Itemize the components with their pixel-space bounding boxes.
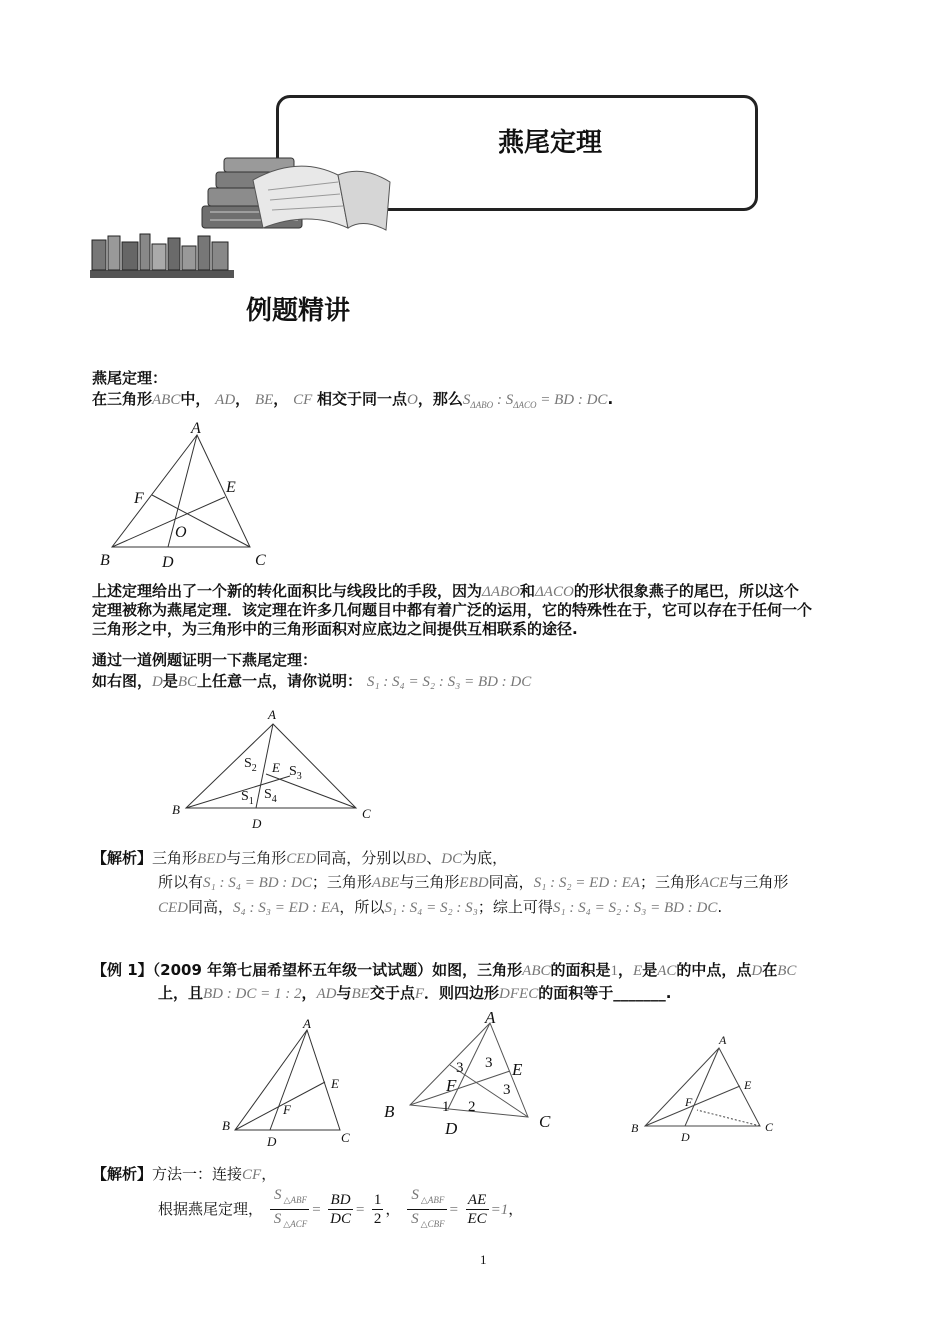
label-B: B [384,1102,395,1121]
label-D: D [162,554,174,571]
area-label: 3 [485,1055,493,1071]
analysis-1-line-1: 【解析】三角形BED与三角形CED同高，分别以BD、DC为底， [92,849,508,867]
label-A: A [303,1016,311,1031]
label-D: D [445,1119,458,1138]
explain-line-3: 三角形之中，为三角形中的三角形面积对应底边之间提供互相联系的途径. [92,620,578,638]
explain-line-2: 定理被称为燕尾定理．该定理在许多几何题目中都有着广泛的运用，它的特殊性在于，它可以存在于任何一个 [92,601,813,619]
area-label: 3 [503,1082,511,1098]
example-1-line-1: 【例 1】（2009 年第七届希望杯五年级一试试题）如图，三角形ABC的面积是1，E是AC的中点，点D在BC [92,961,797,979]
label-A: A [719,1033,727,1047]
fraction: $\frac{1}{2}$ [373,1192,382,1227]
label-E: E [226,479,236,496]
example-1-line-2: 上，且BD : DC = 1 : 2，AD与BE交于点F．则四边形DFEC的面积等于_______. [158,984,672,1002]
figure-swallowtail-basic [90,415,290,575]
label-E: E [331,1076,339,1091]
label-F: F [446,1076,457,1095]
label-D: D [267,1134,277,1149]
analysis-1-line-3: CED同高，S₄ : S₃ = ED : EA，所以S₁ : S₄ = S₂ : S₃；综上可得S₁ : S₄ = S₂ : S₃ = BD : DC. [158,898,723,916]
label-C: C [765,1120,774,1134]
label-S4: $S_4$ [264,787,277,805]
label-C: C [341,1130,350,1145]
analysis-1-line-2: 所以有S₁ : S₄ = BD : DC；三角形ABE与三角形EBD同高，S₁ : S₂ = ED : EA；三角形ACE与三角形 [158,873,789,891]
books-stack-icon [198,150,398,232]
label-F: F [283,1102,291,1117]
fraction: $\frac{BD}{DC}$ [330,1192,351,1227]
label-S3: $S_3$ [289,764,302,782]
fraction: $\frac{S _{\triangle ABF}}{S _{\triangle ACF}}$ [270,1186,309,1233]
label-F: F [134,490,144,507]
proof-intro-1: 通过一道例题证明一下燕尾定理： [92,651,318,669]
theorem-heading: 燕尾定理： [92,369,168,387]
figure-proof-triangle [168,702,388,834]
area-label: 1 [442,1099,450,1115]
fraction: $\frac{AE}{EC}$ [467,1192,487,1227]
area-label: 3 [456,1060,464,1076]
label-A: A [268,707,276,722]
figure-example-1-areas [378,1005,558,1145]
fraction: $\frac{S _{\triangle ABF}}{S _{\triangle CBF}}$ [407,1186,446,1233]
label-C: C [255,552,266,569]
analysis-2-line-2: 根据燕尾定理， $\frac{S _{\triangle ABF}}{S _{\triangle ACF}}$ = $\frac{BD}{DC}$ = $\frac{1}{2}$ ， $\frac{S _{\triangle ABF}}{S _{\triangle CBF}}$ = $\frac{AE}{EC}$ =1， [158,1186,523,1233]
label-S1: $S_1$ [241,789,254,807]
label-F: F [685,1095,693,1109]
page-title: 燕尾定理 [498,128,603,158]
bookshelf-icon [88,232,238,282]
label-E: E [512,1060,523,1079]
label-B: B [172,802,180,817]
label-C: C [539,1112,551,1131]
figure-example-1 [215,1012,365,1152]
label-A: A [191,420,201,437]
label-B: B [222,1118,230,1133]
area-label: 2 [468,1099,476,1115]
proof-intro-2: 如右图，D是BC上任意一点，请你说明： S₁ : S₄ = S₂ : S₃ = BD : DC [92,672,532,690]
label-B: B [631,1121,639,1135]
label-C: C [362,806,371,821]
label-S2: $S_2$ [244,756,257,774]
explain-line-1: 上述定理给出了一个新的转化面积比与线段比的手段，因为ΔABO和ΔACO的形状很象燕子的尾巴，所以这个 [92,582,799,600]
figure-example-1-dashed [625,1030,785,1148]
label-B: B [100,552,110,569]
theorem-statement: 在三角形ABC中， AD， BE， CF 相交于同一点O，那么$S_{\Delta ABO}$ : $S_{\Delta ACO}$ = BD : DC. [92,390,614,410]
label-D: D [681,1130,690,1144]
page-number: 1 [480,1252,487,1267]
label-D: D [252,816,262,831]
label-A: A [485,1008,496,1027]
analysis-2-line-1: 【解析】方法一：连接CF， [92,1165,277,1183]
label-E: E [272,760,280,775]
label-O: O [175,524,187,541]
label-E: E [744,1078,752,1092]
section-title: 例题精讲 [246,296,351,326]
